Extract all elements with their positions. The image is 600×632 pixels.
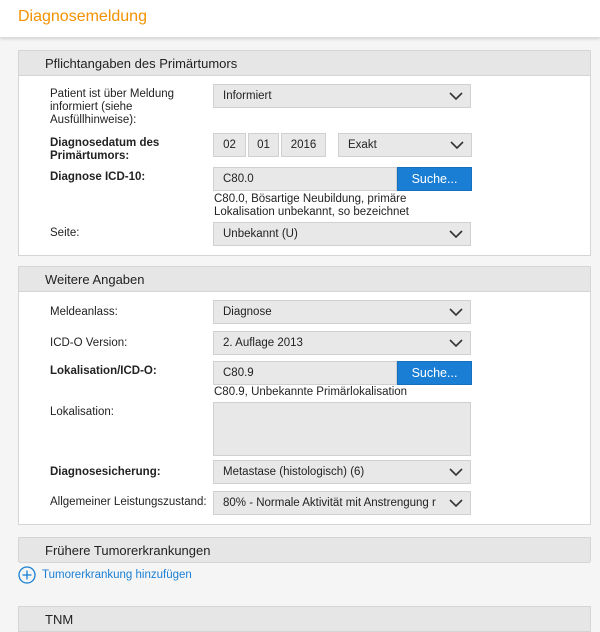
section-header — [19, 267, 590, 292]
chevron-down-icon — [448, 305, 464, 319]
chevron-down-icon — [448, 465, 464, 479]
performance-status-value: 80% - Normale Aktivität mit Anstrengung r — [223, 497, 436, 509]
chevron-down-icon — [448, 496, 464, 510]
icdo-version-label: ICD-O Version: — [50, 337, 128, 349]
section-header — [19, 538, 590, 563]
date-year-input[interactable]: 2016 — [281, 133, 326, 157]
chevron-down-icon — [449, 138, 465, 152]
side-label: Seite: — [50, 227, 80, 239]
tnm-section — [18, 606, 591, 632]
section-title: Pflichtangaben des Primärtumors — [45, 56, 238, 71]
side-value: Unbekannt (U) — [223, 228, 298, 240]
localization-icdo-label: Lokalisation/ICD-O: — [50, 365, 157, 377]
icdo-version-select[interactable] — [213, 331, 471, 355]
section-header — [19, 607, 590, 632]
icd10-description: C80.0, Bösartige Neubildung, primäre Lokalisation unbekannt, so bezeichnet — [214, 193, 410, 218]
localization-textarea[interactable] — [213, 402, 471, 456]
diagnosis-certainty-label: Diagnosesicherung: — [50, 466, 161, 478]
section-header — [19, 51, 590, 76]
informed-value: Informiert — [223, 90, 272, 102]
icd10-label: Diagnose ICD-10: — [50, 171, 146, 183]
section-title: TNM — [45, 612, 74, 627]
localization-icdo-input[interactable]: C80.9 — [213, 361, 397, 385]
section-title: Frühere Tumorerkrankungen — [45, 543, 211, 558]
report-reason-label: Meldeanlass: — [50, 306, 118, 318]
icd10-input[interactable]: C80.0 — [213, 167, 397, 191]
date-precision-value: Exakt — [348, 139, 377, 151]
chevron-down-icon — [448, 89, 464, 103]
plus-circle-icon — [18, 566, 36, 584]
date-month-input[interactable]: 01 — [248, 133, 279, 157]
chevron-down-icon — [448, 336, 464, 350]
page-title: Diagnosemeldung — [18, 8, 147, 25]
section-title: Weitere Angaben — [45, 272, 145, 287]
performance-status-select[interactable] — [213, 491, 471, 515]
informed-label: Patient ist über Meldung informiert (siehe Ausfüllhinweise): — [50, 88, 175, 126]
date-precision-select[interactable] — [338, 133, 472, 157]
icdo-version-value: 2. Auflage 2013 — [223, 337, 303, 349]
date-day-input[interactable]: 02 — [213, 133, 246, 157]
localization-label: Lokalisation: — [50, 406, 114, 418]
add-tumor-label: Tumorerkrankung hinzufügen — [42, 569, 192, 581]
chevron-down-icon — [448, 227, 464, 241]
icd10-search-button[interactable]: Suche... — [397, 167, 472, 191]
report-reason-value: Diagnose — [223, 306, 272, 318]
primary-tumor-section — [18, 50, 591, 256]
localization-icdo-description: C80.9, Unbekannte Primärlokalisation — [214, 386, 408, 398]
performance-status-label: Allgemeiner Leistungszustand: — [50, 496, 207, 508]
diagnosis-certainty-value: Metastase (histologisch) (6) — [223, 466, 365, 478]
side-select[interactable] — [213, 222, 471, 246]
informed-select[interactable] — [213, 84, 471, 108]
diagnosis-certainty-select[interactable] — [213, 460, 471, 484]
report-reason-select[interactable] — [213, 300, 471, 324]
page-header — [0, 0, 600, 38]
earlier-tumors-section — [18, 537, 591, 562]
further-info-section — [18, 266, 591, 525]
localization-search-button[interactable]: Suche... — [397, 361, 472, 385]
diagnosis-date-label: Diagnosedatum des Primärtumors: — [50, 137, 160, 162]
